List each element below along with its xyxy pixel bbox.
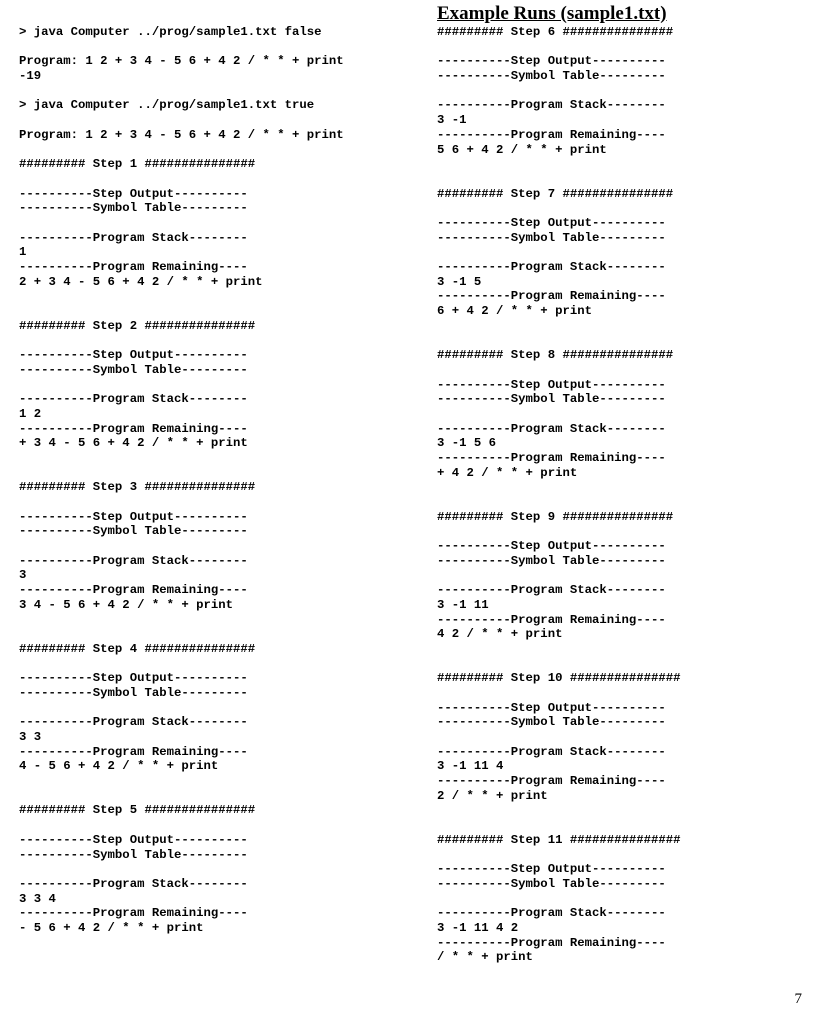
console-line: ----------Symbol Table---------	[19, 362, 248, 377]
console-line: ----------Symbol Table---------	[19, 847, 248, 862]
console-line: ----------Program Remaining----	[437, 450, 666, 465]
console-line: ######### Step 1 ###############	[19, 157, 256, 172]
console-line: ----------Step Output----------	[19, 671, 248, 686]
console-line: ----------Program Stack--------	[19, 715, 248, 730]
blank-line	[19, 40, 344, 55]
console-line: / * * + print	[437, 950, 533, 965]
console-line: + 4 2 / * * + print	[437, 465, 578, 480]
blank-line	[437, 892, 681, 907]
blank-line	[19, 862, 344, 877]
console-line: ----------Program Stack--------	[19, 876, 248, 891]
blank-line	[437, 172, 681, 187]
console-line: ######### Step 2 ###############	[19, 318, 256, 333]
console-line: ----------Program Stack--------	[437, 421, 666, 436]
blank-line	[437, 657, 681, 672]
console-line: ######### Step 4 ###############	[19, 641, 256, 656]
blank-line	[19, 774, 344, 789]
blank-line	[19, 84, 344, 99]
blank-line	[437, 333, 681, 348]
console-line: ----------Symbol Table---------	[437, 230, 666, 245]
console-line: ######### Step 10 ###############	[437, 671, 681, 686]
blank-line	[437, 157, 681, 172]
console-line: ######### Step 3 ###############	[19, 480, 256, 495]
console-line: 2 + 3 4 - 5 6 + 4 2 / * * + print	[19, 274, 263, 289]
blank-line	[437, 407, 681, 422]
console-line: ######### Step 11 ###############	[437, 832, 681, 847]
console-line: ----------Symbol Table---------	[437, 553, 666, 568]
console-line: 3 -1 11	[437, 597, 489, 612]
blank-line	[437, 480, 681, 495]
console-line: ----------Step Output----------	[437, 539, 666, 554]
console-line: 4 - 5 6 + 4 2 / * * + print	[19, 759, 219, 774]
blank-line	[437, 803, 681, 818]
console-line: > java Computer ../prog/sample1.txt false	[19, 25, 322, 39]
blank-line	[19, 789, 344, 804]
blank-line	[437, 40, 681, 55]
console-line: 3 -1 5 6	[437, 436, 497, 451]
console-line: ----------Program Stack--------	[19, 553, 248, 568]
console-line: Program: 1 2 + 3 4 - 5 6 + 4 2 / * * + print	[19, 127, 344, 142]
blank-line	[19, 378, 344, 393]
blank-line	[19, 657, 344, 672]
blank-line	[437, 201, 681, 216]
console-line: 2 / * * + print	[437, 788, 548, 803]
left-column-console-output	[19, 25, 344, 936]
blank-line	[19, 539, 344, 554]
blank-line	[437, 848, 681, 863]
console-line: 3 -1 11 4 2	[437, 920, 519, 935]
blank-line	[19, 495, 344, 510]
blank-line	[19, 333, 344, 348]
blank-line	[437, 495, 681, 510]
blank-line	[437, 363, 681, 378]
console-line: ######### Step 8 ###############	[437, 348, 674, 363]
console-line: 3 3 4	[19, 891, 56, 906]
console-line: 5 6 + 4 2 / * * + print	[437, 142, 607, 157]
console-line: ----------Program Remaining----	[437, 774, 666, 789]
console-line: ----------Program Remaining----	[19, 421, 248, 436]
blank-line	[437, 319, 681, 334]
blank-line	[19, 216, 344, 231]
blank-line	[19, 627, 344, 642]
console-line: + 3 4 - 5 6 + 4 2 / * * + print	[19, 436, 248, 451]
console-line: Program: 1 2 + 3 4 - 5 6 + 4 2 / * * + print	[19, 54, 344, 69]
console-line: ----------Step Output----------	[437, 377, 666, 392]
console-line: ----------Program Remaining----	[19, 260, 248, 274]
blank-line	[19, 451, 344, 466]
page-number: 7	[794, 991, 802, 1007]
console-line: 3 3	[19, 730, 42, 744]
blank-line	[437, 568, 681, 583]
console-line: ----------Step Output----------	[437, 862, 666, 877]
console-line: 6 + 4 2 / * * + print	[437, 304, 592, 319]
blank-line	[19, 289, 344, 304]
console-line: ----------Step Output----------	[19, 509, 248, 524]
console-line: ----------Program Stack--------	[437, 260, 666, 274]
console-line: ----------Program Stack--------	[437, 98, 666, 113]
blank-line	[437, 818, 681, 833]
blank-line	[437, 642, 681, 657]
blank-line	[19, 466, 344, 481]
console-line: ----------Program Remaining----	[19, 744, 248, 759]
console-line: ----------Program Stack--------	[19, 230, 248, 245]
console-line: 3	[19, 568, 27, 583]
blank-line	[19, 113, 344, 128]
console-line: ----------Program Remaining----	[437, 289, 666, 304]
console-line: ----------Step Output----------	[437, 700, 666, 715]
console-line: ----------Program Stack--------	[437, 583, 666, 598]
console-line: 3 -1	[437, 113, 467, 128]
console-line: ----------Program Remaining----	[437, 935, 666, 950]
console-line: ----------Symbol Table---------	[19, 685, 248, 700]
console-line: 1 2	[19, 406, 42, 421]
blank-line	[19, 172, 344, 187]
blank-line	[437, 524, 681, 539]
blank-line	[437, 84, 681, 99]
blank-line	[19, 701, 344, 716]
blank-line	[19, 143, 344, 158]
page-title: Example Runs (sample1.txt)	[437, 3, 667, 24]
console-line: -19	[19, 69, 42, 84]
console-line: ----------Symbol Table---------	[437, 715, 666, 730]
console-line: ######### Step 7 ###############	[437, 186, 674, 201]
right-column-console-output	[437, 25, 681, 965]
console-line: ----------Program Remaining----	[437, 612, 666, 627]
console-line: ----------Step Output----------	[19, 832, 248, 847]
console-line: ----------Program Stack--------	[437, 906, 666, 921]
blank-line	[437, 730, 681, 745]
console-line: ----------Program Remaining----	[19, 906, 248, 921]
console-line: ######### Step 9 ###############	[437, 509, 674, 524]
console-line: ######### Step 6 ###############	[437, 25, 674, 39]
console-line: ----------Symbol Table---------	[437, 69, 666, 84]
console-line: ----------Program Stack--------	[19, 392, 248, 407]
console-line: ----------Program Remaining----	[19, 583, 248, 598]
console-line: ----------Symbol Table---------	[437, 392, 666, 407]
console-line: ----------Step Output----------	[19, 348, 248, 363]
console-line: ----------Program Remaining----	[437, 127, 666, 142]
console-line: ----------Step Output----------	[437, 215, 666, 230]
blank-line	[19, 613, 344, 628]
console-line: 3 -1 11 4	[437, 759, 504, 774]
blank-line	[437, 245, 681, 260]
blank-line	[19, 818, 344, 833]
console-line: > java Computer ../prog/sample1.txt true	[19, 98, 315, 113]
console-line: ----------Step Output----------	[437, 54, 666, 69]
console-line: 3 -1 5	[437, 274, 482, 289]
console-line: ----------Step Output----------	[19, 186, 248, 201]
console-line: ######### Step 5 ###############	[19, 803, 256, 818]
console-line: ----------Symbol Table---------	[19, 524, 248, 539]
blank-line	[19, 304, 344, 319]
console-line: ----------Program Stack--------	[437, 744, 666, 759]
console-line: ----------Symbol Table---------	[437, 876, 666, 891]
console-line: 3 4 - 5 6 + 4 2 / * * + print	[19, 597, 234, 612]
console-line: 4 2 / * * + print	[437, 627, 563, 642]
console-line: ----------Symbol Table---------	[19, 201, 248, 216]
console-line: 1	[19, 245, 27, 260]
console-line: - 5 6 + 4 2 / * * + print	[19, 920, 204, 935]
blank-line	[437, 686, 681, 701]
